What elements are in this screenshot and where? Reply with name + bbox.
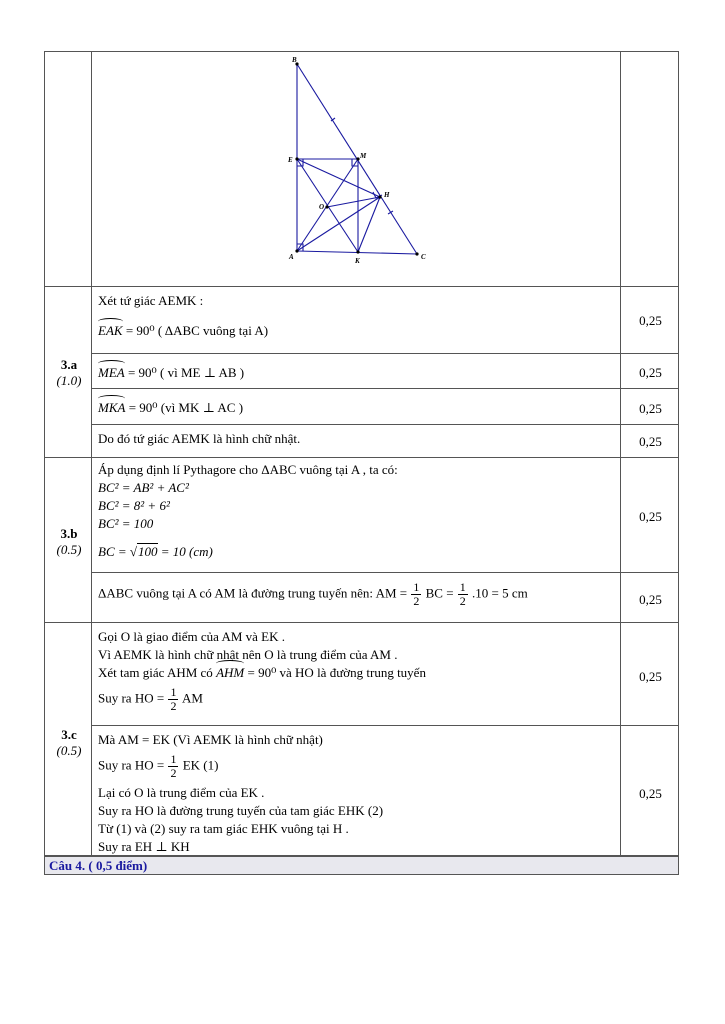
q3b-score-1: 0,25 (639, 509, 662, 524)
label-a: A (289, 253, 294, 261)
angle-ahm: AHM (216, 665, 245, 680)
q3a-row4: Do đó tứ giác AEMK là hình chữ nhật. (91, 424, 621, 458)
label-m: M (360, 152, 367, 160)
q3c-label-cell (44, 622, 92, 856)
figure-question-cell (44, 51, 92, 287)
q3b-row1: Áp dụng định lí Pythagore cho ΔABC vuông tại A , ta có: BC² = AB² + AC² BC² = 8² + 6² BC² = 100 BC = √100 = 10 (cm) (91, 457, 621, 573)
q3a-label: 3.a (60, 357, 78, 372)
q3a-label-cell (44, 286, 92, 458)
figure-cell (91, 51, 621, 287)
q3c-row1: Gọi O là giao điểm của AM và EK . Vì AEMK là hình chữ nhật nên O là trung điểm của AM . Xét tam giác AHM có AHM = 90⁰ và HO là đường trung tuyến Suy ra HO = $\frac{1}{2}$ AM (91, 622, 621, 726)
label-k: K (355, 257, 360, 265)
label-b: B (292, 56, 297, 64)
q3a-row3: MKA = 90⁰ (vì MK ⊥ AC ) (91, 388, 621, 425)
q3c-row2: Mà AM = EK (Vì AEMK là hình chữ nhật) Suy ra HO = $\frac{1}{2}$ EK (1) Lại có O là trung điểm của EK . Suy ra HO là đường trung tuyến của tam giác EHK (2) Từ (1) và (2) suy ra tam giác EHK vuông tại H . Suy ra EH ⊥ KH (91, 725, 621, 856)
section-header-cau4: Câu 4. ( 0,5 điểm) (44, 856, 679, 875)
angle-mea: MEA (98, 365, 125, 380)
q3b-label: 3.b (60, 526, 78, 541)
q3b-label-cell (44, 457, 92, 623)
q3b-points: (0.5) (56, 542, 82, 557)
q3a-score-3: 0,25 (639, 401, 662, 416)
q3b-row2: ΔABC vuông tại A có AM là đường trung tuyến nên: AM = $\frac{1}{2}$ BC = $\frac{1}{2}$ .10 = 5 cm (91, 572, 621, 623)
q3c-score-1: 0,25 (639, 669, 662, 684)
q3c-label: 3.c (61, 727, 77, 742)
q3a-score-4: 0,25 (639, 434, 662, 449)
q3b-score-2: 0,25 (639, 592, 662, 607)
q3c-points: (0.5) (56, 743, 82, 758)
q3a-score-1: 0,25 (639, 313, 662, 328)
q3a-points: (1.0) (56, 373, 82, 388)
q3a-score-2: 0,25 (639, 365, 662, 380)
label-o: O (319, 203, 325, 211)
q3c-score-2: 0,25 (639, 786, 662, 801)
angle-eak: EAK (98, 323, 123, 338)
q3a-row1-line1: Xét tứ giác AEMK : (98, 293, 204, 308)
q3a-row2: MEA = 90⁰ ( vì ME ⊥ AB ) (91, 353, 621, 389)
q3a-row1 (91, 286, 621, 354)
label-e: E (288, 156, 293, 164)
triangle-figure (92, 52, 620, 286)
q3a-row1-line2: EAK = 90⁰ ( ΔABC vuông tại A) (98, 323, 269, 338)
label-c: C (421, 253, 426, 261)
angle-mka: MKA (98, 400, 126, 415)
label-h: H (384, 191, 390, 199)
figure-score-cell (620, 51, 679, 287)
